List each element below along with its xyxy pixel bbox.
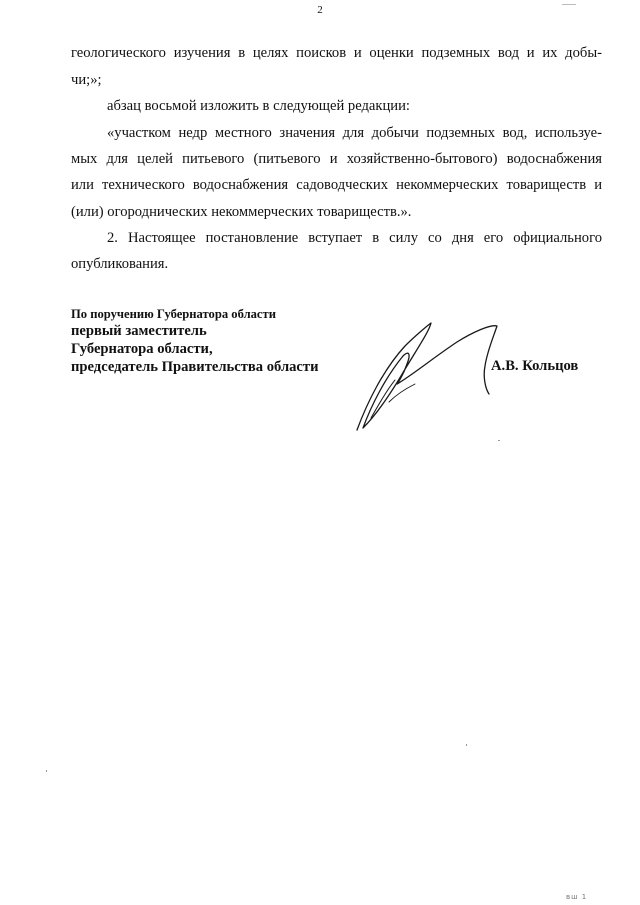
footer-scan-mark: вш 1 xyxy=(566,893,588,901)
signer-title-line-1: первый заместитель xyxy=(71,323,207,339)
paragraph-3-line-2: мых для целей питьевого (питьевого и хозяйственно-бытового) водоснабжения xyxy=(71,151,602,167)
handwritten-signature xyxy=(345,318,515,433)
paragraph-4-line-2: опубликования. xyxy=(71,256,169,272)
signer-name: А.В. Кольцов xyxy=(491,358,579,374)
scan-speck xyxy=(46,770,47,772)
paragraph-3-line-3: или технического водоснабжения садоводческих некоммерческих товариществ и xyxy=(71,177,602,193)
paragraph-1-line-2: чи;»; xyxy=(71,72,102,88)
scan-speck xyxy=(498,440,500,441)
scan-edge-mark xyxy=(562,4,576,5)
paragraph-3-line-4: (или) огороднических некоммерческих товариществ.». xyxy=(71,204,412,220)
signer-title-line-2: Губернатора области, xyxy=(71,341,213,357)
paragraph-4-line-1: 2. Настоящее постановление вступает в силу со дня его официального xyxy=(107,230,602,246)
page-number: 2 xyxy=(317,4,323,16)
signer-title-line-3: председатель Правительства области xyxy=(71,359,319,375)
paragraph-2: абзац восьмой изложить в следующей редакции: xyxy=(107,98,410,114)
scan-speck xyxy=(466,744,467,746)
by-order-line: По поручению Губернатора области xyxy=(71,307,276,321)
paragraph-3-line-1: «участком недр местного значения для добычи подземных вод, используе- xyxy=(107,125,602,141)
paragraph-1-line-1: геологического изучения в целях поисков и оценки подземных вод и их добы- xyxy=(71,45,602,61)
